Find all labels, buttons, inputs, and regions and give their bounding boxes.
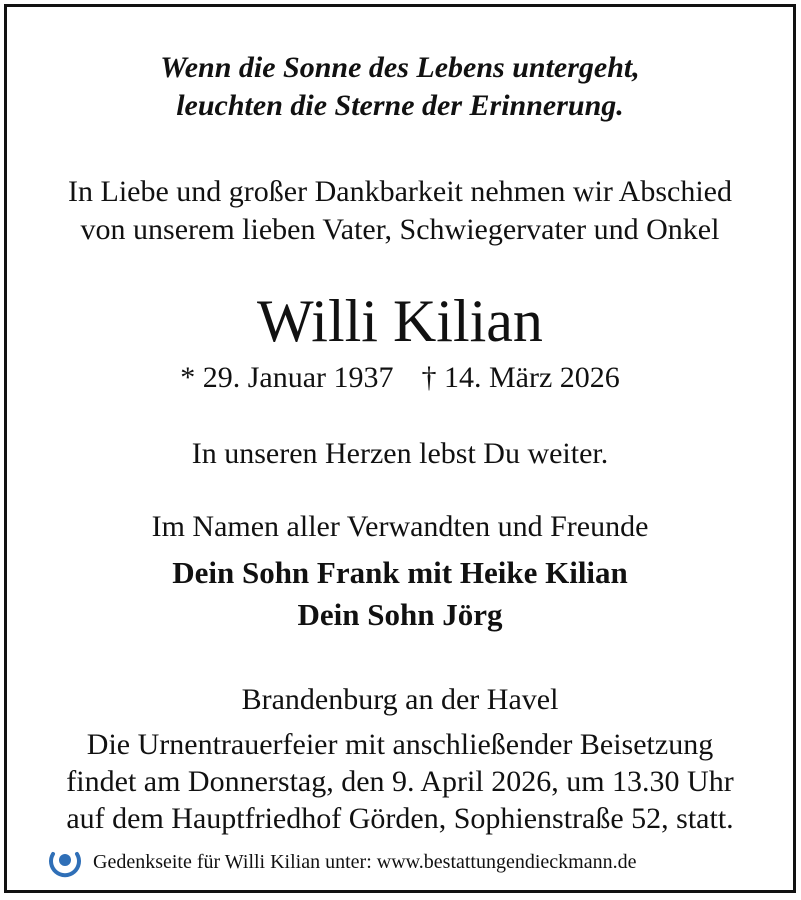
tribute-line: In unseren Herzen lebst Du weiter. (191, 437, 609, 470)
obituary-notice (4, 4, 796, 893)
service-line-2: findet am Donnerstag, den 9. April 2026, um 13.30 Uhr (66, 765, 734, 798)
service-line-3: auf dem Hauptfriedhof Görden, Sophienstraße 52, statt. (66, 802, 734, 835)
intro-line-1: In Liebe und großer Dankbarkeit nehmen wir Abschied (68, 175, 732, 208)
motto-line-2: leuchten die Sterne der Erinnerung. (176, 89, 624, 122)
mourners-line-1: Dein Sohn Frank mit Heike Kilian (172, 555, 628, 590)
intro-line-2: von unserem lieben Vater, Schwiegervater und Onkel (80, 213, 720, 246)
mourners-line-2: Dein Sohn Jörg (297, 597, 503, 632)
mourners-intro: Im Namen aller Verwandten und Freunde (151, 510, 649, 543)
motto-line-1: Wenn die Sonne des Lebens untergeht, (160, 51, 640, 84)
memorial-page-link[interactable]: Gedenkseite für Willi Kilian unter: www.bestattungendieckmann.de (93, 850, 637, 873)
deceased-name: Willi Kilian (257, 288, 543, 354)
birth-date: * 29. Januar 1937 (180, 361, 394, 394)
memorial-logo-icon (47, 845, 83, 879)
service-line-1: Die Urnentrauerfeier mit anschließender Beisetzung (86, 728, 714, 761)
service-place: Brandenburg an der Havel (241, 683, 559, 716)
death-date: † 14. März 2026 (421, 361, 620, 394)
memorial-footer (47, 845, 637, 879)
life-dates (7, 363, 793, 393)
